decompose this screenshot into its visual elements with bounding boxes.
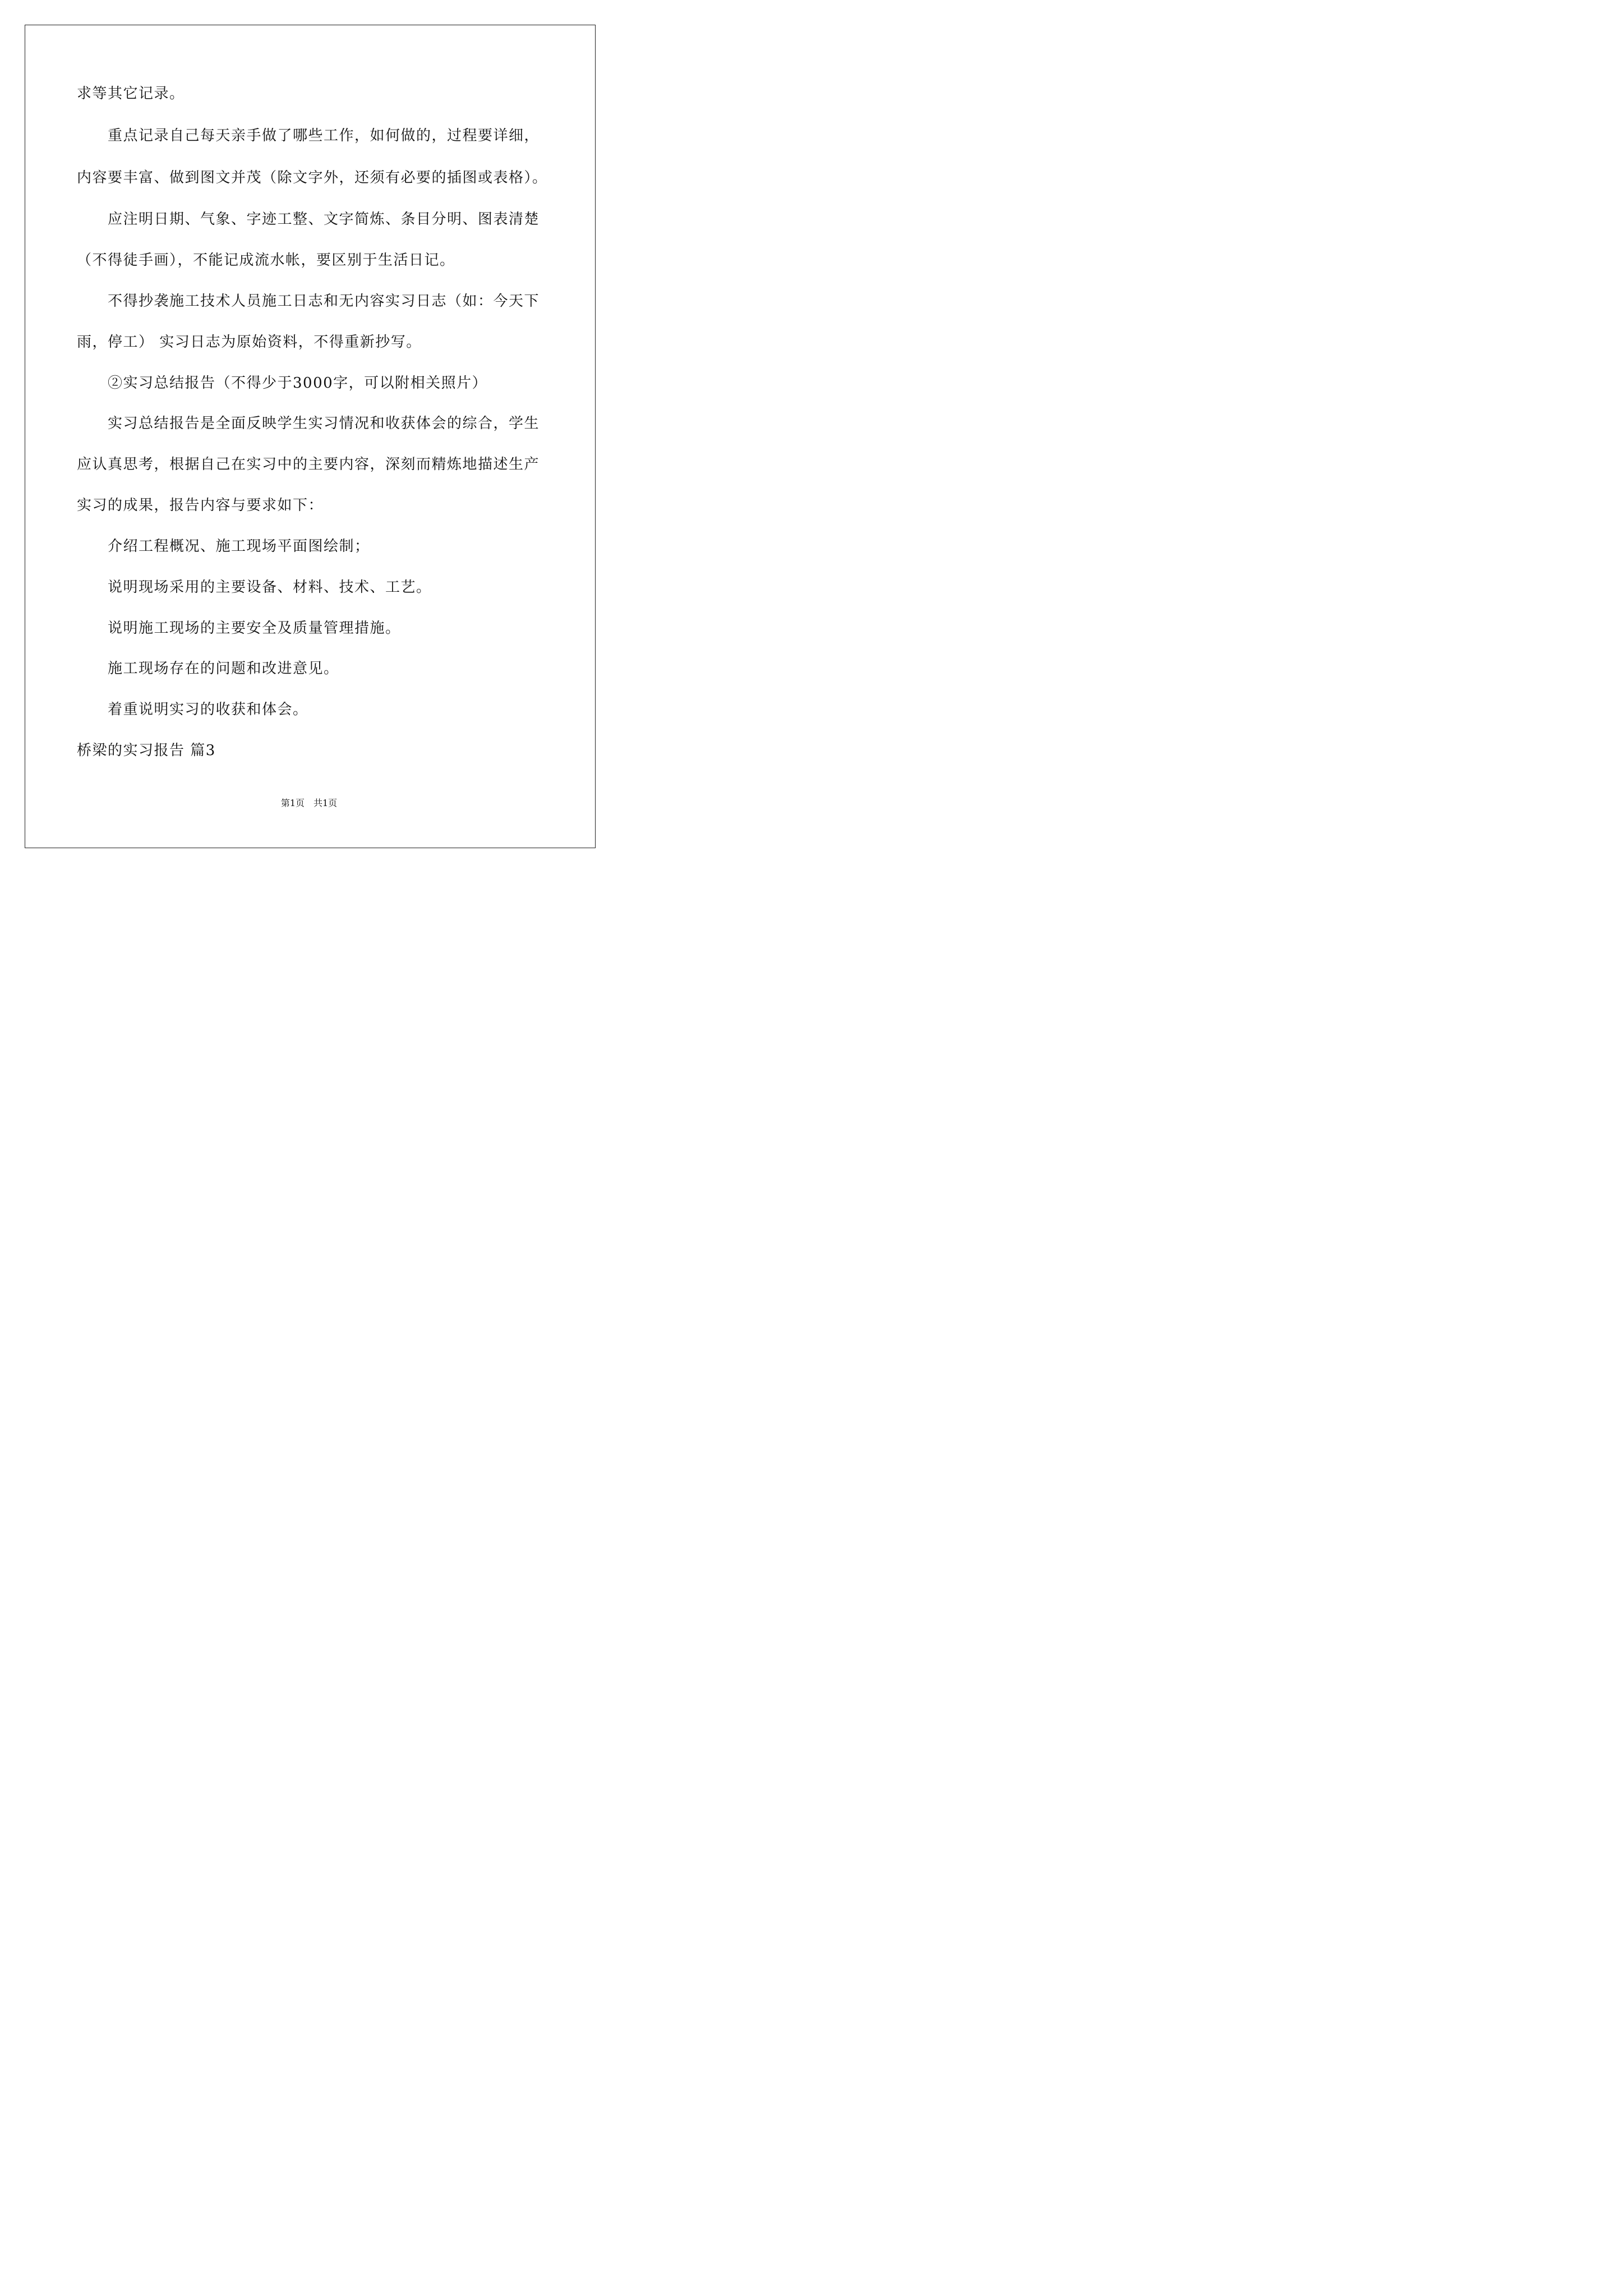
text-line: 介绍工程概况、施工现场平面图绘制； — [108, 538, 370, 555]
page-border — [25, 25, 596, 848]
text-line: 实习的成果，报告内容与要求如下： — [77, 497, 324, 514]
text-line: 应注明日期、气象、字迹工整、文字简炼、条目分明、图表清楚 — [108, 211, 540, 228]
page-footer: 第1页 共1页 — [280, 798, 338, 808]
text-line: 说明现场采用的主要设备、材料、技术、工艺。 — [108, 579, 432, 596]
text-line: 应认真思考，根据自己在实习中的主要内容，深刻而精炼地描述生产 — [77, 456, 540, 473]
text-line: 实习总结报告是全面反映学生实习情况和收获体会的综合，学生 — [108, 415, 540, 432]
text-line: 说明施工现场的主要安全及质量管理措施。 — [108, 620, 401, 637]
text-line: 着重说明实习的收获和体会。 — [108, 701, 308, 718]
text-line: 雨，停工） 实习日志为原始资料，不得重新抄写。 — [77, 334, 422, 351]
section-heading: 桥梁的实习报告 篇3 — [77, 742, 216, 759]
text-line: ②实习总结报告（不得少于3000字，可以附相关照片） — [108, 375, 488, 392]
text-line: 施工现场存在的问题和改进意见。 — [108, 660, 339, 677]
text-line: 不得抄袭施工技术人员施工日志和无内容实习日志（如：今天下 — [108, 293, 540, 310]
text-line: 求等其它记录。 — [77, 85, 185, 102]
text-line: （不得徒手画），不能记成流水帐，要区别于生活日记。 — [77, 252, 455, 269]
text-line: 重点记录自己每天亲手做了哪些工作，如何做的，过程要详细， — [108, 127, 540, 144]
text-line: 内容要丰富、做到图文并茂（除文字外，还须有必要的插图或表格）。 — [77, 169, 548, 186]
